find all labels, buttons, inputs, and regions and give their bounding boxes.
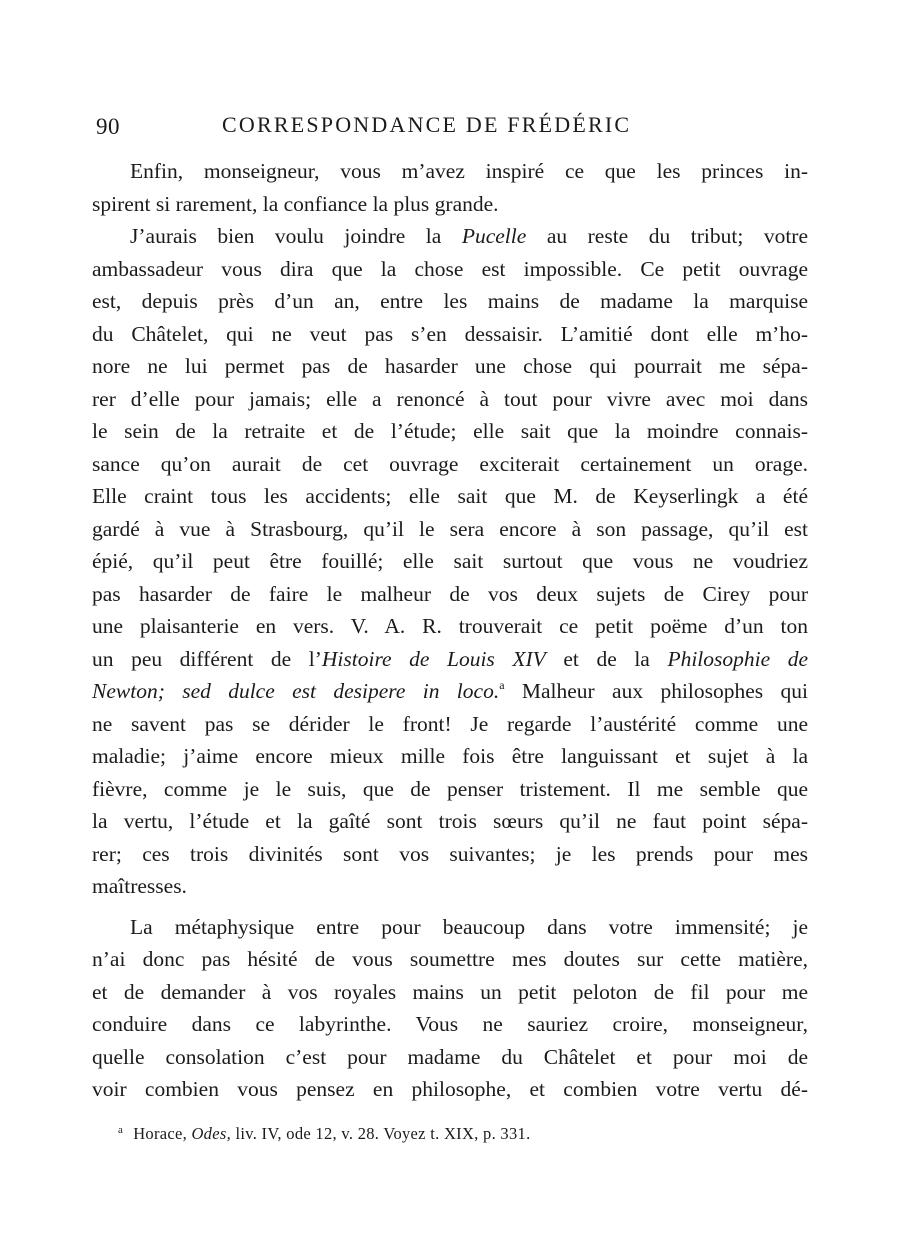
text-line: conduire dans ce labyrinthe. Vous ne sauriez croire, monseigneur,	[92, 1012, 808, 1036]
footnote-reference: a	[499, 678, 505, 692]
text-line: pas hasarder de faire le malheur de vos deux sujets de Cirey pour	[92, 581, 808, 606]
text-span: Malheur aux philosophes qui	[504, 679, 808, 703]
text-line: maladie; j’aime encore mieux mille fois être languissant et sujet à la	[92, 744, 808, 768]
text-span: et de la	[545, 646, 668, 671]
text-line: épié, qu’il peut être fouillé; elle sait surtout que vous ne voudriez	[92, 549, 808, 573]
text-line: spirent si rarement, la confiance la plus grande.	[92, 191, 499, 216]
text-span: au reste du tribut; votre	[526, 224, 808, 248]
text-span: J’aurais bien voulu joindre la	[130, 224, 462, 248]
body-text	[92, 155, 808, 1106]
text-line: ne savent pas se dérider le front! Je regarde l’austérité comme une	[92, 711, 808, 736]
footnote	[118, 1124, 531, 1144]
text-line	[92, 220, 808, 253]
text-line: maîtresses.	[92, 874, 187, 898]
running-head	[92, 110, 808, 144]
text-line: fièvre, comme je le suis, que de penser tristement. Il me semble que	[92, 776, 808, 801]
title-histoire-louis-xiv: Histoire de Louis XIV	[321, 646, 546, 671]
text-line: Enfin, monseigneur, vous m’avez inspiré ce que les princes in-	[130, 159, 808, 183]
text-span: un peu différent de l’	[92, 646, 322, 671]
text-line: La métaphysique entre pour beaucoup dans votre immensité; je	[130, 914, 808, 939]
paragraph-1	[92, 155, 808, 220]
footnote-text: Horace,	[133, 1124, 192, 1143]
text-line: Elle craint tous les accidents; elle sait que M. de Keyserlingk a été	[92, 484, 808, 508]
text-line: gardé à vue à Strasbourg, qu’il le sera encore à son passage, qu’il est	[92, 516, 808, 541]
text-line: n’ai donc pas hésité de vous soumettre mes doutes sur cette matière,	[92, 947, 808, 971]
running-title: CORRESPONDANCE DE FRÉDÉRIC	[222, 112, 632, 137]
paragraph-3	[92, 911, 808, 1106]
text-line: la vertu, l’étude et la gaîté sont trois sœurs qu’il ne faut point sépa-	[92, 809, 808, 833]
text-line	[92, 643, 808, 676]
footnote-text: liv. IV, ode 12, v. 28. Voyez t. XIX, p. 331.	[231, 1124, 531, 1143]
text-line	[92, 675, 808, 708]
text-line: quelle consolation c’est pour madame du Châtelet et pour moi de	[92, 1044, 808, 1069]
footnote-work-title: Odes,	[191, 1124, 232, 1143]
latin-quotation: Newton; sed dulce est desipere in loco.	[92, 679, 500, 703]
text-line: du Châtelet, qui ne veut pas s’en dessaisir. L’amitié dont elle m’ho-	[92, 321, 808, 346]
text-line: rer d’elle pour jamais; elle a renoncé à tout pour vivre avec moi dans	[92, 386, 808, 411]
footnote-marker: a	[118, 1124, 124, 1136]
title-pucelle: Pucelle	[461, 224, 527, 248]
text-line: et de demander à vos royales mains un petit peloton de fil pour me	[92, 979, 808, 1004]
text-line: voir combien vous pensez en philosophe, et combien votre vertu dé-	[92, 1077, 808, 1101]
text-line: rer; ces trois divinités sont vos suivantes; je les prends pour mes	[92, 841, 808, 866]
title-philosophie-newton: Philosophie de	[667, 646, 809, 671]
text-line: une plaisanterie en vers. V. A. R. trouverait ce petit poëme d’un ton	[92, 614, 808, 638]
page-number: 90	[96, 114, 120, 139]
text-line: le sein de la retraite et de l’étude; elle sait que la moindre connais-	[92, 419, 808, 443]
text-line: sance qu’on aurait de cet ouvrage exciterait certainement un orage.	[92, 451, 808, 476]
paragraph-2	[92, 220, 808, 903]
text-line: nore ne lui permet pas de hasarder une chose qui pourrait me sépa-	[92, 354, 808, 378]
text-line: ambassadeur vous dira que la chose est impossible. Ce petit ouvrage	[92, 256, 808, 281]
text-line: est, depuis près d’un an, entre les mains de madame la marquise	[92, 289, 808, 313]
